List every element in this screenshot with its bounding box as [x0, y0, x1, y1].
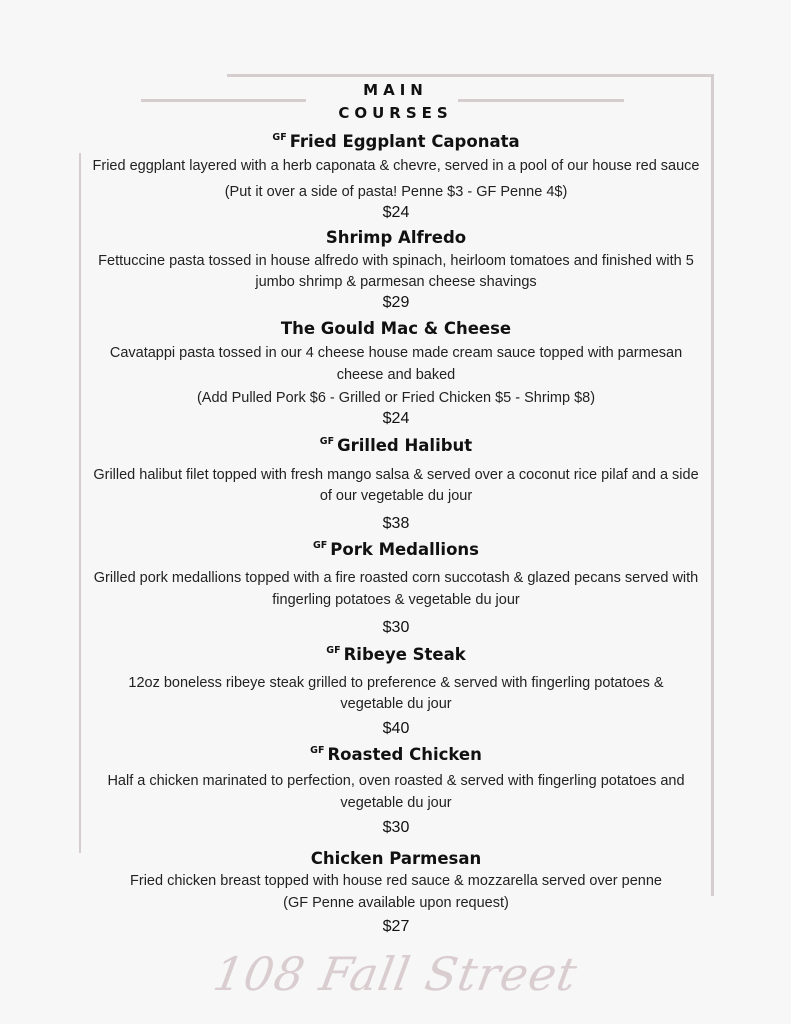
menu-item-price: $24 [382, 204, 410, 221]
menu-item-description: cheese and baked [336, 367, 456, 383]
menu-item-description: Half a chicken marinated to perfection, oven roasted & served with fingerling potatoes and [107, 773, 685, 789]
menu-item-description: vegetable du jour [340, 696, 452, 712]
menu-item-name [80, 540, 712, 559]
menu-item-name [80, 132, 712, 151]
menu-item-price: $24 [382, 410, 410, 427]
menu-item-price: $29 [382, 294, 410, 311]
menu-item-description: Grilled pork medallions topped with a fire roasted corn succotash & glazed pecans served with [93, 570, 699, 586]
section-title-line2: COURSES [338, 104, 453, 122]
menu-item-description: Grilled halibut filet topped with fresh mango salsa & served over a coconut rice pilaf and a side [93, 467, 699, 483]
menu-item-description: of our vegetable du jour [319, 488, 473, 504]
menu-item-price: $30 [382, 819, 410, 836]
dish-name: Ribeye Steak [343, 645, 466, 664]
menu-item-name [80, 645, 712, 664]
menu-item-price: $38 [382, 515, 410, 532]
menu-item-note: (GF Penne available upon request) [283, 895, 509, 911]
menu-item-description: Fettuccine pasta tossed in house alfredo with spinach, heirloom tomatoes and finished with 5 [98, 253, 694, 269]
menu-item-description: Fried chicken breast topped with house red sauce & mozzarella served over penne [130, 873, 662, 889]
gluten-free-badge: GF [310, 745, 325, 756]
menu-item-price: $27 [382, 918, 410, 935]
header-divider-right [458, 99, 624, 102]
gluten-free-badge: GF [272, 132, 287, 143]
menu-item-description: fingerling potatoes & vegetable du jour [272, 592, 520, 608]
dish-name: Roasted Chicken [327, 745, 482, 764]
menu-item-name [80, 436, 712, 455]
dish-name: Pork Medallions [330, 540, 479, 559]
dish-name: Grilled Halibut [337, 436, 473, 455]
menu-item-description: jumbo shrimp & parmesan cheese shavings [255, 274, 537, 290]
dish-name: Fried Eggplant Caponata [289, 132, 520, 151]
menu-item-name [80, 745, 712, 764]
menu-item-note: (Put it over a side of pasta! Penne $3 - GF Penne 4$) [224, 184, 568, 200]
menu-item-price: $40 [382, 720, 410, 737]
address-script: 108 Fall Street [209, 947, 582, 1001]
menu-item-description: Fried eggplant layered with a herb caponata & chevre, served in a pool of our house red sauce [92, 158, 700, 174]
gluten-free-badge: GF [312, 540, 328, 551]
section-title-line1: MAIN [363, 81, 428, 99]
menu-item-description: 12oz boneless ribeye steak grilled to preference & served with fingerling potatoes & [128, 675, 664, 691]
menu-item-price: $30 [382, 619, 410, 636]
menu-item-name: Chicken Parmesan [310, 849, 482, 868]
menu-item-note: (Add Pulled Pork $6 - Grilled or Fried Chicken $5 - Shrimp $8) [196, 390, 596, 406]
menu-item-description: vegetable du jour [340, 795, 452, 811]
menu-item-name: Shrimp Alfredo [325, 228, 467, 247]
gluten-free-badge: GF [319, 436, 335, 447]
menu-item-description: Cavatappi pasta tossed in our 4 cheese house made cream sauce topped with parmesan [109, 345, 683, 361]
header-divider-left [141, 99, 306, 102]
gluten-free-badge: GF [326, 645, 341, 656]
menu-item-name: The Gould Mac & Cheese [280, 319, 512, 338]
frame-top-border [227, 74, 714, 77]
